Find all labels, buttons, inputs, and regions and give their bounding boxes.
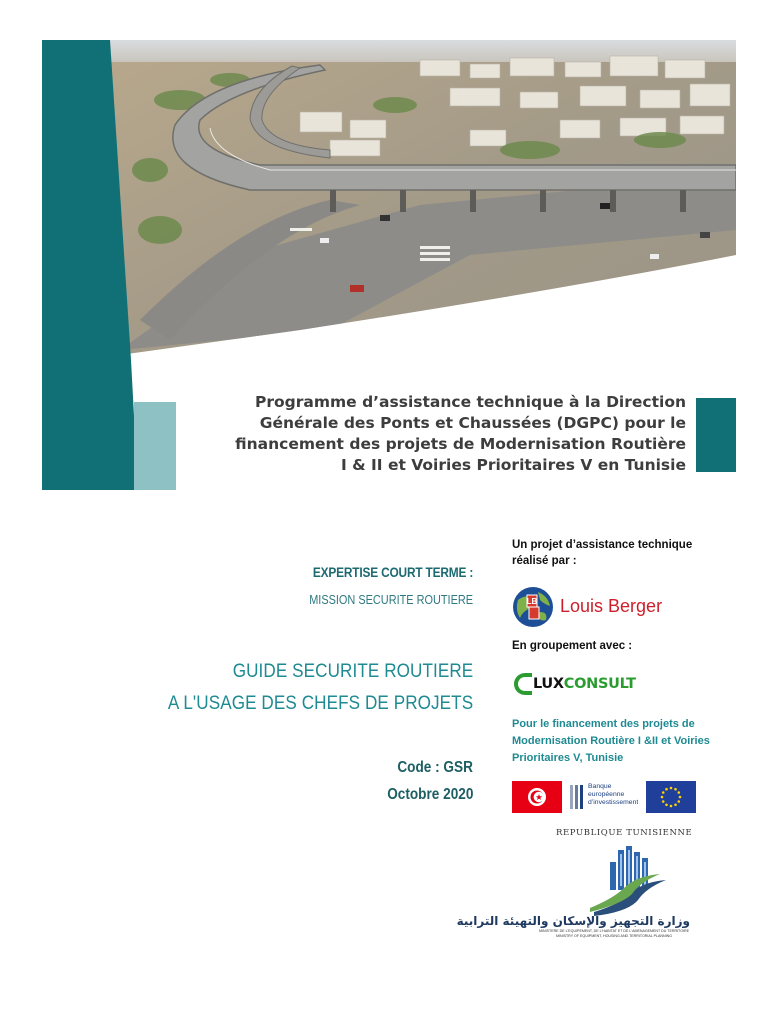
eu-star: [677, 800, 680, 803]
eu-star: [661, 796, 664, 799]
programme-title-line-2: Générale des Ponts et Chaussées (DGPC) pour le: [259, 414, 686, 432]
expertise-label: EXPERTISE COURT TERME :: [312, 565, 473, 580]
eib-line-2: européenne: [588, 791, 625, 798]
eu-star: [679, 796, 682, 799]
programme-title-line-1: Programme d’assistance technique à la Direction: [255, 393, 686, 411]
document-date: Octobre 2020: [386, 786, 473, 803]
eib-line-3: d’investissement: [588, 799, 639, 806]
eu-star: [665, 788, 668, 791]
ministry-english-name: MINISTRY OF EQUIPMENT, HOUSING AND TERRITORIAL PLANNING: [555, 934, 673, 938]
groupement-text: En groupement avec :: [512, 640, 633, 652]
eu-star: [670, 787, 673, 790]
eu-star: [677, 791, 680, 794]
document-code: Code : GSR: [397, 759, 473, 776]
eu-star: [662, 791, 665, 794]
eib-name: [588, 783, 638, 807]
eu-star: [674, 788, 677, 791]
eib-line-1: Banque: [588, 783, 612, 790]
programme-title-line-3: financement des projets de Modernisation Routière: [235, 435, 686, 453]
financement-text: Pour le financement des projets de Modernisation Routière I &II et Voiries Prioritaires V, Tunisie: [512, 718, 710, 764]
programme-title-line-4: I & II et Voiries Prioritaires V en Tunisie: [340, 456, 686, 474]
guide-title-line-1: GUIDE SECURITE ROUTIERE: [232, 661, 473, 682]
programme-title: [200, 392, 686, 476]
ministry-arabic-name: وزارة التجهيز والإسكان والتهيئة الترابية: [456, 914, 690, 928]
lb-initial-l: LB: [526, 597, 538, 606]
louis-berger-name: Louis Berger: [560, 596, 663, 616]
eu-star: [665, 803, 668, 806]
ministry-building-road-logo-icon: [580, 842, 680, 920]
luxconsult-logo: [514, 670, 636, 698]
luxconsult-lux: LUX: [533, 676, 564, 692]
eu-star: [674, 803, 677, 806]
ministry-french-name: MINISTERE DE L'EQUIPEMENT, DE L'HABITAT ET DE L'AMENAGEMENT DU TERRITOIRE: [539, 929, 689, 933]
eu-flag-icon: [646, 781, 696, 813]
guide-title-line-2: A L'USAGE DES CHEFS DE PROJETS: [167, 693, 473, 714]
tunisia-flag-icon: [512, 781, 562, 813]
republique-tunisienne: REPUBLIQUE TUNISIENNE: [556, 828, 693, 838]
realise-par-text: Un projet d’assistance technique réalisé par :: [512, 539, 693, 567]
eu-star: [670, 805, 673, 808]
luxconsult-consult: CONSULT: [563, 676, 636, 692]
luxconsult-c-icon: [514, 673, 532, 695]
cover-banner: [0, 0, 768, 490]
eu-star: [662, 800, 665, 803]
mission-label: MISSION SECURITE ROUTIERE: [309, 592, 473, 607]
